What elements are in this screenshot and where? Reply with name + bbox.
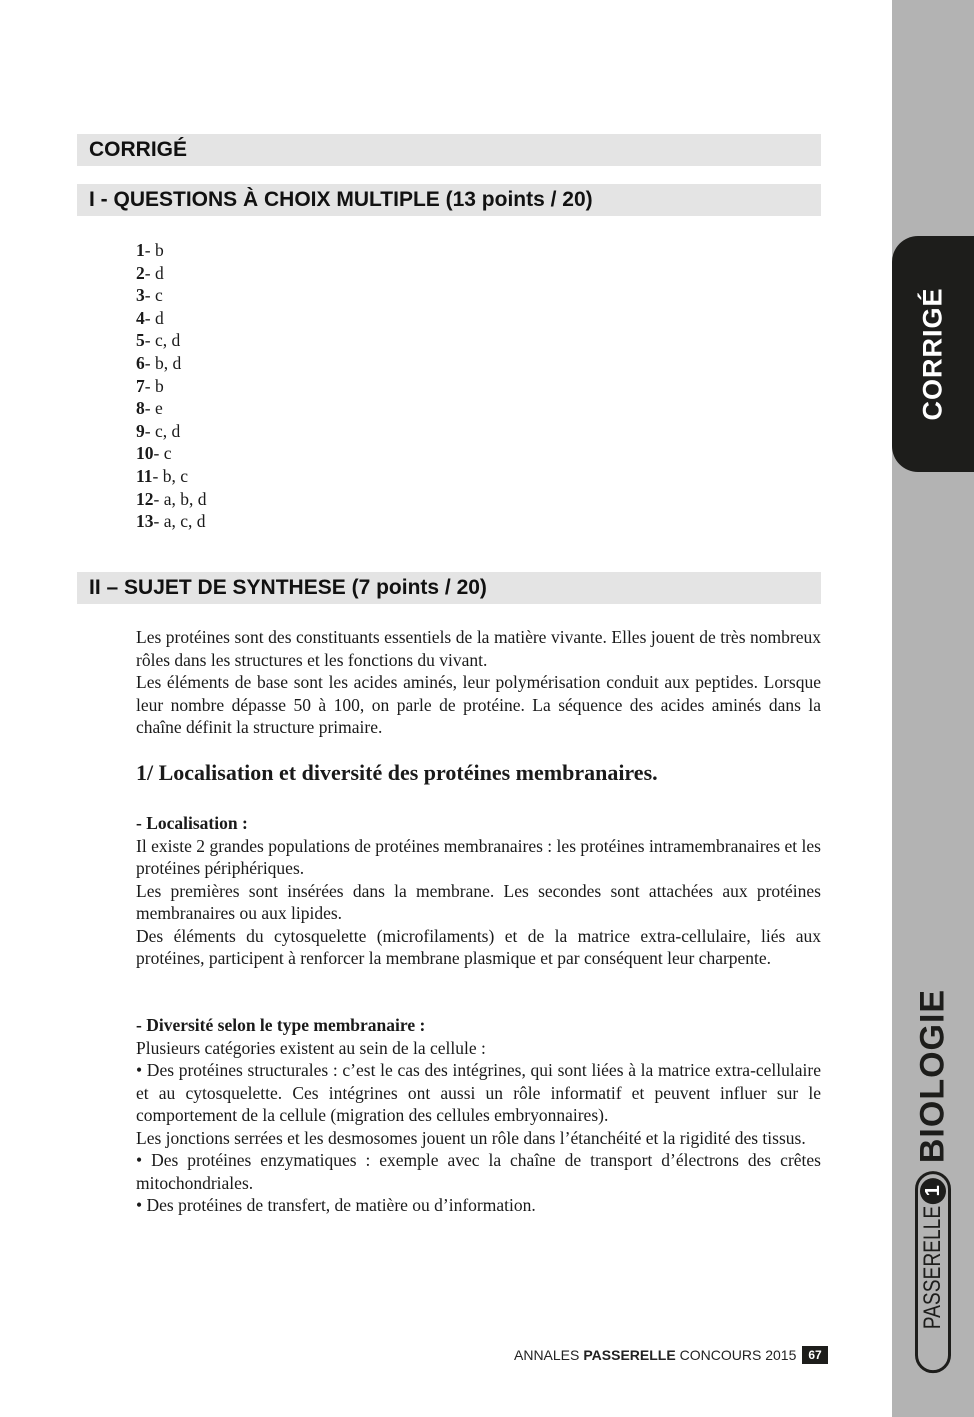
qcm-answer-item xyxy=(136,397,206,420)
diversite-paragraph-4: • Des protéines enzymatiques : exemple avec la chaîne de transport d’électrons des crêtes mitochondriales. xyxy=(136,1150,821,1193)
qcm-question-number: 2 xyxy=(136,262,145,283)
qcm-answer-item xyxy=(136,329,206,352)
qcm-answer-item xyxy=(136,284,206,307)
localisation-block xyxy=(136,812,821,970)
diversite-block xyxy=(136,1014,821,1217)
qcm-answer-text: - d xyxy=(144,307,164,328)
qcm-answer-text: - b, c xyxy=(152,465,189,486)
localisation-paragraph-1: Il existe 2 grandes populations de protéines membranaires : les protéines intramembranaires et les protéines périphériques. xyxy=(136,835,821,878)
qcm-question-number: 3 xyxy=(136,285,145,306)
qcm-answer-text: - c xyxy=(153,443,172,464)
qcm-answer-text: - d xyxy=(144,262,164,283)
qcm-answer-item xyxy=(136,442,206,465)
qcm-answer-text: - c, d xyxy=(144,330,181,351)
section-1-title: I - QUESTIONS À CHOIX MULTIPLE (13 points / 20) xyxy=(77,184,821,216)
corrige-tab-label: CORRIGÉ xyxy=(917,287,948,421)
diversite-label: - Diversité selon le type membranaire : xyxy=(136,1015,426,1035)
qcm-answer-text: - b xyxy=(144,240,164,260)
passerelle-logo xyxy=(915,1171,951,1373)
intro-paragraph-1: Les protéines sont des constituants essentiels de la matière vivante. Elles jouent de très nombreux rôles dans les structures et les fonctions du vivant. xyxy=(136,627,821,670)
qcm-answer-item xyxy=(136,488,206,511)
qcm-question-number: 10 xyxy=(136,443,154,464)
diversite-paragraph-2: • Des protéines structurales : c’est le cas des intégrines, qui sont liées à la matrice extra-cellulaire et au cytosquelette. Ces intégrines ont aussi un rôle informatif et peuvent influer sur le comportement de la cellule (migration des cellules embryonnaires). xyxy=(136,1060,821,1125)
intro-text xyxy=(136,626,821,739)
localisation-paragraph-3: Des éléments du cytosquelette (microfilaments) et de la matrice extra-cellulaire, liés aux protéines, participent à renforcer la membrane plasmique et par conséquent leur charpente. xyxy=(136,925,821,968)
qcm-question-number: 7 xyxy=(136,375,145,396)
qcm-answer-text: - c xyxy=(144,285,163,306)
qcm-answer-item xyxy=(136,465,206,488)
qcm-answer-text: - b, d xyxy=(144,352,182,373)
section-2-title: II – SUJET DE SYNTHESE (7 points / 20) xyxy=(77,572,821,604)
qcm-answer-item xyxy=(136,352,206,375)
qcm-answer-item xyxy=(136,307,206,330)
qcm-question-number: 9 xyxy=(136,420,145,441)
qcm-question-number: 6 xyxy=(136,352,145,373)
qcm-question-number: 13 xyxy=(136,511,154,532)
qcm-answer-text: - c, d xyxy=(144,420,181,441)
subheading: 1/ Localisation et diversité des protéines membranaires. xyxy=(136,760,658,785)
footer-brand: PASSERELLE xyxy=(583,1347,676,1363)
diversite-paragraph-5: • Des protéines de transfert, de matière ou d’information. xyxy=(136,1195,536,1215)
qcm-answer-text: - a, c, d xyxy=(153,511,206,532)
qcm-answer-text: - e xyxy=(144,398,163,419)
intro-paragraph-2: Les éléments de base sont les acides aminés, leur polymérisation conduit aux peptides. Lorsque leur nombre dépasse 50 à 100, on parle de protéine. La séquence des acides aminés dans la chaîne définit la structure primaire. xyxy=(136,672,821,737)
qcm-question-number: 12 xyxy=(136,488,154,509)
logo-text: PASSERELLE xyxy=(919,1205,946,1330)
qcm-answer-item xyxy=(136,239,206,262)
diversite-paragraph-3: Les jonctions serrées et les desmosomes jouent un rôle dans l’étanchéité et la rigidité des tissus. xyxy=(136,1127,806,1148)
qcm-answer-text: - a, b, d xyxy=(153,488,207,509)
footer-suffix: CONCOURS 2015 xyxy=(679,1347,797,1363)
qcm-answer-list xyxy=(136,239,206,533)
qcm-answer-item xyxy=(136,510,206,533)
localisation-paragraph-2: Les premières sont insérées dans la membrane. Les secondes sont attachées aux protéines membranaires ou aux lipides. xyxy=(136,880,821,923)
diversite-paragraph-1: Plusieurs catégories existent au sein de la cellule : xyxy=(136,1037,486,1058)
page-footer xyxy=(514,1345,828,1365)
qcm-answer-item xyxy=(136,420,206,443)
qcm-question-number: 8 xyxy=(136,398,145,419)
footer-prefix: ANNALES xyxy=(514,1347,580,1363)
page-number: 67 xyxy=(802,1346,827,1364)
qcm-question-number: 11 xyxy=(136,465,153,486)
subject-label: BIOLOGIE xyxy=(913,988,952,1164)
qcm-question-number: 4 xyxy=(136,307,145,328)
localisation-label: - Localisation : xyxy=(136,813,248,833)
logo-number: 1 xyxy=(920,1178,946,1204)
qcm-answer-item xyxy=(136,262,206,285)
qcm-question-number: 1 xyxy=(136,240,145,260)
page-title: CORRIGÉ xyxy=(77,134,821,166)
qcm-answer-text: - b xyxy=(144,375,164,396)
qcm-answer-item xyxy=(136,375,206,398)
qcm-question-number: 5 xyxy=(136,330,145,351)
